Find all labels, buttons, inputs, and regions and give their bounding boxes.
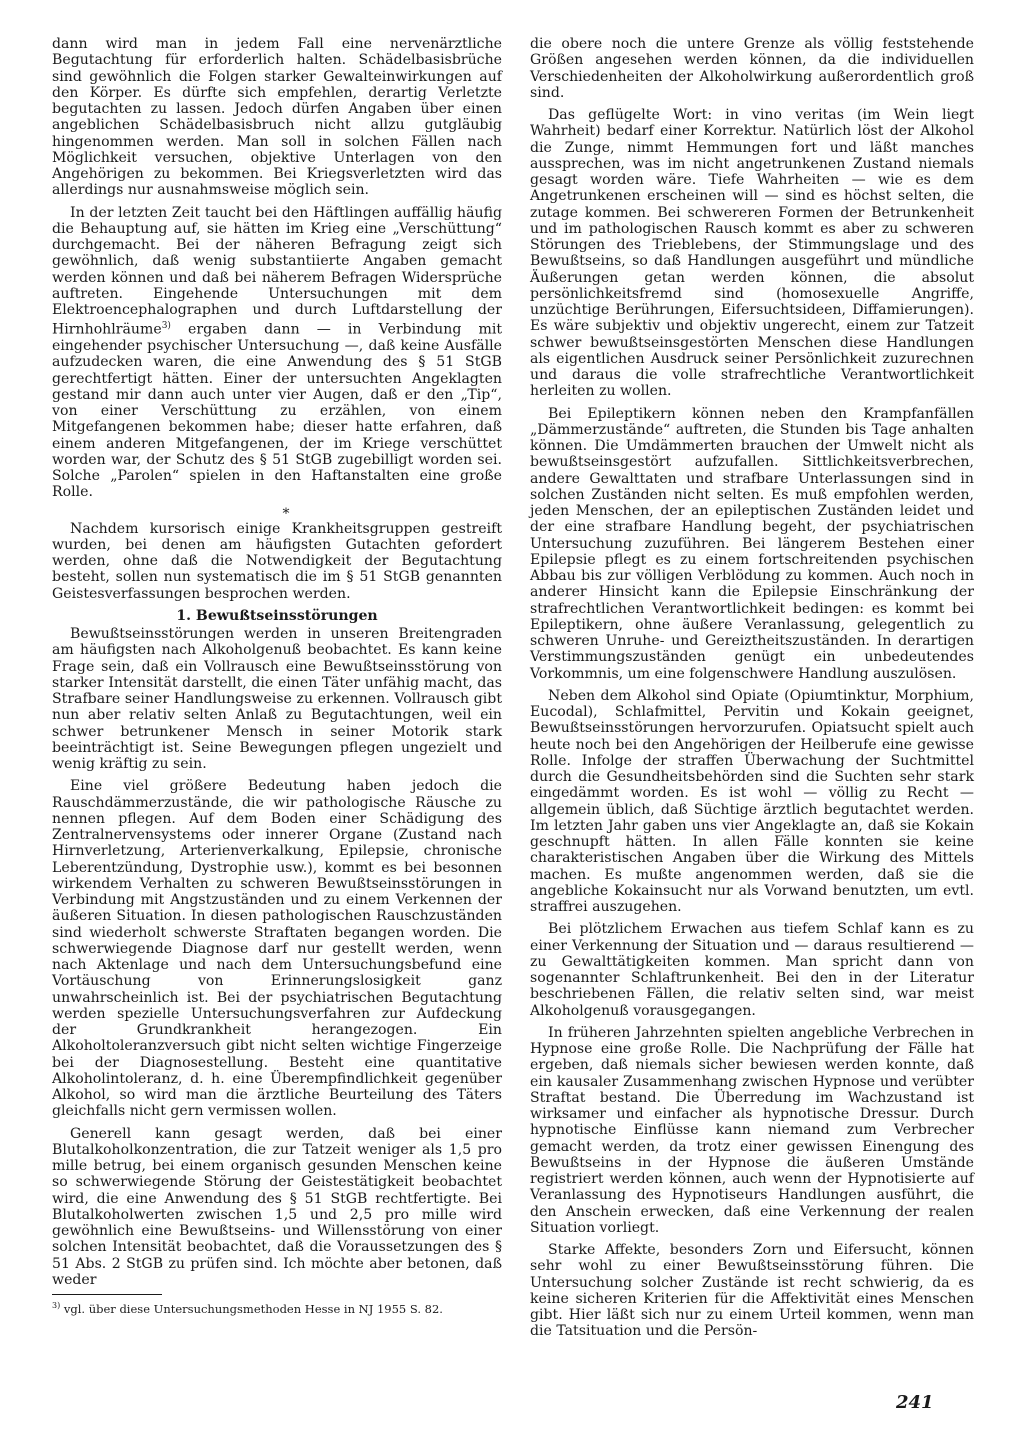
- paragraph: Bei plötzlichem Erwachen aus tiefem Schlaf kann es zu einer Verkennung der Situation und — daraus resultierend — zu Gewalttätigkeiten kommen. Man spricht dann von sogenannter Schlaftrunkenheit. Bei den in der Literatur beschriebenen Fällen, die relativ selten sind, war meist Alkoholgenuß vorausgegangen.: [530, 921, 974, 1019]
- section-separator-asterisk: *: [282, 505, 290, 522]
- paragraph: die obere noch die untere Grenze als völlig feststehende Größen angesehen werden können, da die individuellen Verschiedenheiten der Alkoholwirkung außerordentlich groß sind.: [530, 36, 974, 101]
- paragraph-verschuettung: [52, 205, 502, 501]
- paragraph: Neben dem Alkohol sind Opiate (Opiumtinktur, Morphium, Eucodal), Schlafmittel, Pervitin und Kokain geeignet, Bewußtseinsstörungen hervorzurufen. Opiatsucht spielt auch heute noch bei den Angehörigen der Heilberufe eine gewisse Rolle. Infolge der straffen Überwachung der Suchtmittel durch die Gesundheitsbehörden sind die Suchten sehr stark eingedämmt worden. Es ist wohl — völlig zu Recht — allgemein üblich, daß Süchtige ärztlich begutachtet werden. Im letzten Jahr gaben uns vier Angeklagte an, daß sie Kokain geschnupft hätten. In allen Fälle konnten sie keine charakteristischen Angaben über die Wirkung des Mittels machen. Es mußte angenommen werden, daß sie die angebliche Kokainsucht nur als Vorwand benutzten, um evtl. straffrei auszugehen.: [530, 687, 974, 915]
- paragraph: Bei Epileptikern können neben den Krampfanfällen „Dämmerzustände“ auftreten, die Stunden bis Tage anhalten können. Die Umdämmerten brauchen der Umwelt nicht als bewußtseinsgestört aufzufallen. Sittlichkeitsverbrechen, andere Gewalttaten und strafbare Unterlassungen sind in solchen Zuständen nicht selten. Es muß empfohlen werden, jeden Menschen, der an epileptischen Zuständen leidet und der eine strafbare Handlung begeht, der psychiatrischen Untersuchung zuzuführen. Bei längerem Bestehen einer Epilepsie pflegt es zu einem fortschreitenden psychischen Abbau bis zur völligen Verblödung zu kommen. Auch noch in anderer Hinsicht kann die Epilepsie Einschränkung der strafrechtlichen Verantwortlichkeit bedingen: es kommt bei Epileptikern, ohne äußere Veranlassung, gelegentlich zu schweren Unruhe- und Gereiztheitszuständen. In derartigen Verstimmungszuständen genügt ein unbedeutendes Vorkommnis, um eine folgenschwere Handlung auszulösen.: [530, 405, 974, 682]
- footnote: [52, 1299, 502, 1316]
- text-span: In der letzten Zeit taucht bei den Häftlingen auffällig häufig die Behauptung auf, sie hätten im Krieg eine „Verschüttung“ durchgemacht. Bei der näheren Befragung zeigt sich gewöhnlich, daß wenig substantiierte Angaben gemacht werden können und daß bei näherem Befragen Widersprüche auftreten. Eingehende Untersuchungen mit dem Elektroencephalographen und durch Luftdarstellung der Hirnhohlräume: [52, 204, 502, 338]
- left-column: [52, 36, 502, 1316]
- footnote-divider: [52, 1294, 162, 1295]
- section-heading: 1. Bewußtseinsstörungen: [176, 607, 378, 624]
- paragraph: Nachdem kursorisch einige Krankheitsgruppen gestreift wurden, bei denen am häufigsten Gutachten gefordert werden, ohne daß die Notwendigkeit der Begutachtung besteht, sollen nun systematisch die im § 51 StGB genannten Geistesverfassungen besprochen werden.: [52, 520, 502, 602]
- right-column: [530, 36, 974, 1346]
- footnote-reference: 3): [161, 321, 171, 332]
- paragraph: dann wird man in jedem Fall eine nervenärztliche Begutachtung für erforderlich halten. Schädelbasisbrüche sind gewöhnlich die Folgen starker Gewalteinwirkungen auf den Körper. Es dürfte sich empfehlen, derartig Verletzte begutachten zu lassen. Jedoch dürfen Angaben über einen angeblichen Schädelbasisbruch nicht allzu gutgläubig hingenommen werden. Man soll in solchen Fällen nach Möglichkeit versuchen, objektive Unterlagen von den Angehörigen zu bekommen. Bei Kriegsverletzten wird das allerdings nur ausnahmsweise möglich sein.: [52, 36, 502, 199]
- footnote-text: vgl. über diese Untersuchungsmethoden Hesse in NJ 1955 S. 82.: [60, 1302, 443, 1317]
- paragraph: Starke Affekte, besonders Zorn und Eifersucht, können sehr wohl zu einer Bewußtseinsstörung führen. Die Untersuchung solcher Zustände ist recht schwierig, da es keine sicheren Kriterien für die Affektivität eines Menschen gibt. Hier läßt sich nur zu einem Urteil kommen, wenn man die Tatsituation und die Persön-: [530, 1242, 974, 1340]
- text-span: ergaben dann — in Verbindung mit eingehender psychischer Untersuchung —, daß keine Ausfälle aufzudecken waren, die eine Anwendung des § 51 StGB gerechtfertigt hätten. Einer der untersuchten Angeklagten gestand mir dann auch unter vier Augen, daß er den „Tip“, von einer Verschüttung zu erzählen, von einem Mitgefangenen bekommen habe; dieser hatte erfahren, daß einem anderen Mitgefangenen, der im Kriege verschüttet worden war, der Schutz des § 51 StGB zugebilligt worden sei. Solche „Parolen“ spielen in den Haftanstalten eine große Rolle.: [52, 321, 502, 501]
- paragraph: Generell kann gesagt werden, daß bei einer Blutalkoholkonzentration, die zur Tatzeit weniger als 1,5 pro mille betrug, bei einem organisch gesunden Menschen keine so schwerwiegende Störung der Geistestätigkeit beobachtet wird, die eine Anwendung des § 51 StGB rechtfertigte. Bei Blutalkoholwerten zwischen 1,5 und 2,5 pro mille wird gewöhnlich eine Bewußtseins- und Willensstörung von einer solchen Intensität beobachtet, daß die Voraussetzungen des § 51 Abs. 2 StGB zu prüfen sind. Ich möchte aber betonen, daß weder: [52, 1125, 502, 1288]
- paragraph: Bewußtseinsstörungen werden in unseren Breitengraden am häufigsten nach Alkoholgenuß beobachtet. Es kann keine Frage sein, daß ein Vollrausch eine Bewußtseinsstörung von starker Intensität darstellt, die einen Täter unfähig macht, das Strafbare seiner Handlungsweise zu erkennen. Vollrausch gibt nun aber relativ selten Anlaß zu Begutachtungen, weil ein schwer betrunkener Mensch in seiner Motorik stark beeinträchtigt ist. Seine Bewegungen pflegen ungezielt und wenig kräftig zu sein.: [52, 626, 502, 773]
- page-number: 241: [896, 1392, 934, 1413]
- paragraph: Eine viel größere Bedeutung haben jedoch die Rauschdämmerzustände, die wir pathologische Räusche zu nennen pflegen. Auf dem Boden einer Schädigung des Zentralnervensystems oder innerer Organe (Zustand nach Hirnverletzung, Arterienverkalkung, Epilepsie, chronische Leberentzündung, Dystrophie usw.), kommt es bei besonnen wirkendem Verhalten zu schweren Bewußtseinsstörungen in Verbindung mit Angstzuständen und zu einem Verkennen der äußeren Situation. In diesen pathologischen Rauschzuständen sind wiederholt schwerste Straftaten begangen worden. Die schwerwiegende Diagnose darf nur gestellt werden, wenn nach Aktenlage und nach dem Untersuchungsbefund eine Vortäuschung von Erinnerungslosigkeit ganz unwahrscheinlich ist. Bei der psychiatrischen Begutachtung werden spezielle Untersuchungsverfahren zur Aufdeckung der Grundkrankheit herangezogen. Ein Alkoholtoleranzversuch gibt nicht selten wichtige Fingerzeige bei der Diagnosestellung. Besteht eine quantitative Alkoholintoleranz, d. h. eine Überempfindlichkeit gegenüber Alkohol, so wird man die ärztliche Beurteilung des Täters gleichfalls nicht gern vermissen wollen.: [52, 778, 502, 1120]
- paragraph: Das geflügelte Wort: in vino veritas (im Wein liegt Wahrheit) bedarf einer Korrektur. Natürlich löst der Alkohol die Zunge, nimmt Hemmungen fort und läßt manches aussprechen, was im nicht angetrunkenen Zustand niemals gesagt worden wäre. Tiefe Wahrheiten — wie es dem Angetrunkenen erscheinen will — sind es höchst selten, die zutage kommen. Bei schwereren Formen der Betrunkenheit und im pathologischen Rausch kommt es aber zu schweren Störungen des Trieblebens, der Stimmungslage und des Bewußtseins, so daß Handlungen ausgeführt und mündliche Äußerungen getan werden können, die absolut persönlichkeitsfremd sind (homosexuelle Angriffe, unzüchtige Berührungen, Eifersuchtsideen, Diffamierungen). Es wäre subjektiv und objektiv ungerecht, einem zur Tatzeit schwer bewußtseinsgestörten Menschen diese Handlungen als eigentlichen Ausdruck seiner Persönlichkeit zuzurechnen und daraus die volle strafrechtliche Verantwortlichkeit herleiten zu wollen.: [530, 107, 974, 400]
- footnote-marker: 3): [52, 1301, 61, 1311]
- paragraph: In früheren Jahrzehnten spielten angebliche Verbrechen in Hypnose eine große Rolle. Die Nachprüfung der Fälle hat ergeben, daß niemals sicher bewiesen werden konnte, daß ein kausaler Zusammenhang zwischen Hypnose und verübter Straftat bestand. Die Überredung im Wachzustand ist wirksamer und einfacher als hypnotische Dressur. Durch hypnotische Einflüsse kann niemand zum Verbrecher gemacht werden, da trotz einer gewissen Einengung des Bewußtseins in der Hypnose die äußeren Umstände registriert werden können, auch wenn der Hypnotisierte auf Veranlassung des Hypnotiseurs Handlungen ausführt, die den Anschein erwecken, daß eine Verkennung der realen Situation vorliegt.: [530, 1024, 974, 1236]
